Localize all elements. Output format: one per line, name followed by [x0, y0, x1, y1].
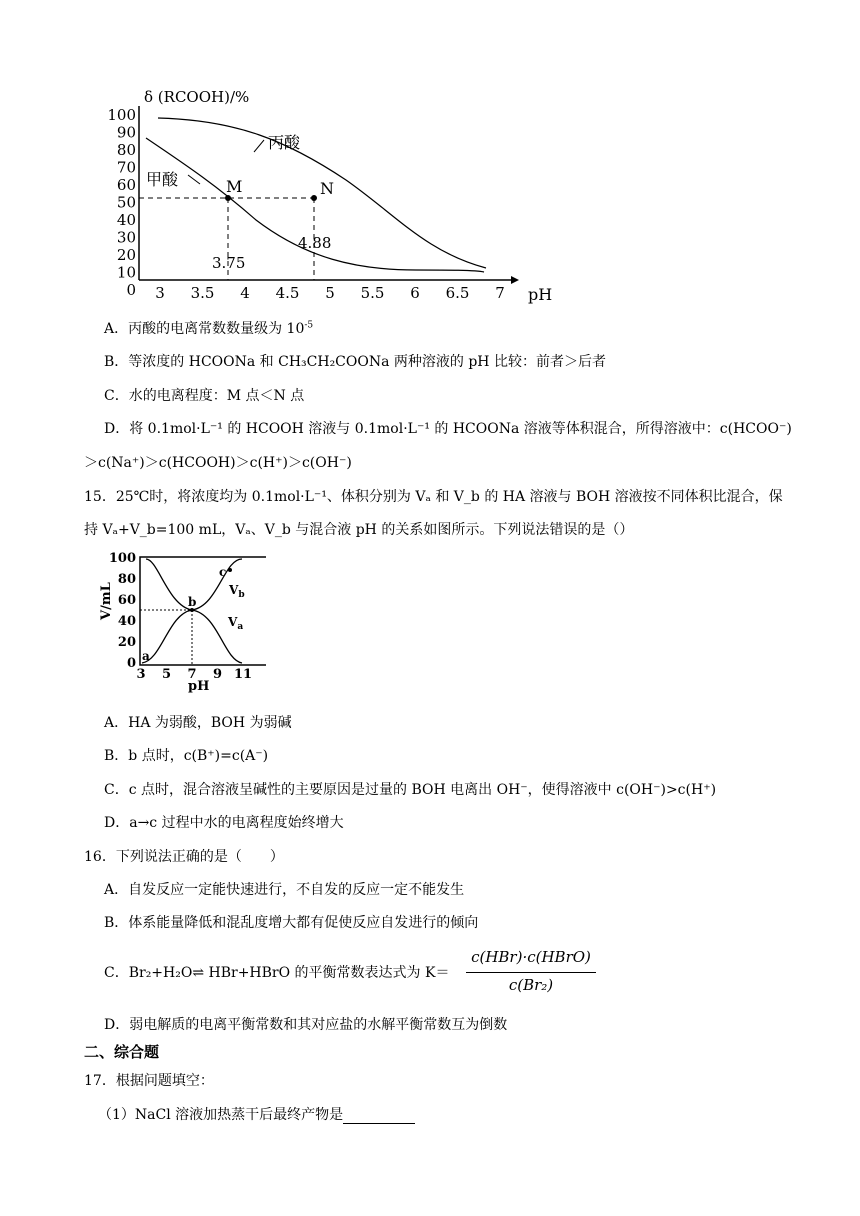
chart1-ytick-80: 80 — [116, 141, 136, 159]
label-b: b — [188, 595, 197, 609]
answer-blank[interactable] — [343, 1109, 415, 1124]
chart1-xtick-4: 4 — [240, 284, 250, 302]
kc-denominator: c(Br₂) — [508, 976, 554, 994]
section-title: 二、综合题 — [84, 1043, 160, 1061]
chart2-ytick-40: 40 — [117, 614, 136, 629]
chart2-ytick-100: 100 — [108, 551, 136, 566]
chart1-ytick-50: 50 — [116, 193, 136, 212]
annot-375: 3.75 — [212, 254, 246, 272]
chart1-xtick-5: 5 — [325, 284, 335, 302]
chart1-xtick-3.5: 3.5 — [190, 284, 215, 302]
chart2-ylabel: V/mL — [99, 582, 114, 620]
chart1-ytick-40: 40 — [116, 211, 136, 229]
q17-stem: 17．根据问题填空： — [84, 1073, 214, 1089]
q15-stem-line2: 持 Vₐ+V_b=100 mL，Vₐ、V_b 与混合液 pH 的关系如图所示。下列说法错误的是（） — [84, 522, 634, 538]
q17-part1: （1）NaCl 溶液加热蒸干后最终产物是 — [98, 1104, 415, 1124]
q15-option-b: B．b 点时，c(B⁺)=c(A⁻) — [104, 748, 269, 764]
q14-option-b: B．等浓度的 HCOONa 和 CH₃CH₂COONa 两种溶液的 pH 比较：前者＞后者 — [104, 354, 606, 370]
point-n — [311, 195, 317, 201]
chart1-ytick-20: 20 — [116, 246, 136, 264]
label-c: c — [219, 565, 227, 579]
q16-option-b: B．体系能量降低和混乱度增大都有促使反应自发进行的倾向 — [104, 915, 479, 931]
chart1-ylabel: δ (RCOOH)/% — [144, 88, 250, 106]
dissociation-chart — [96, 80, 556, 305]
q15-option-c: C．c 点时，混合溶液呈碱性的主要原因是过量的 BOH 电离出 OH⁻，使得溶液中 c(OH⁻)>c(H⁺) — [104, 782, 717, 798]
chart2-xlabel: pH — [188, 679, 210, 694]
chart2-ytick-0: 0 — [126, 656, 136, 671]
chart1-ytick-0: 0 — [126, 281, 136, 299]
q14-option-d-line2: ＞c(Na⁺)＞c(HCOOH)＞c(H⁺)＞c(OH⁻) — [84, 455, 352, 471]
label-formic: 甲酸 — [146, 170, 179, 189]
volume-ph-chart — [96, 548, 266, 698]
chart1-ytick-90: 90 — [116, 123, 136, 142]
chart1-xlabel: pH — [528, 285, 553, 304]
chart1-ytick-70: 70 — [116, 158, 136, 177]
chart2-ytick-20: 20 — [117, 635, 136, 650]
chart1-xtick-6.5: 6.5 — [445, 284, 470, 302]
label-n: N — [320, 179, 334, 198]
chart1-ytick-60: 60 — [116, 176, 136, 194]
chart2-xtick-7: 7 — [187, 667, 197, 682]
chart1-xtick-3: 3 — [155, 284, 165, 302]
chart1-ytick-10: 10 — [116, 263, 136, 282]
q14-option-a: A．丙酸的电离常数数量级为 $10^{-5}$ — [104, 320, 314, 337]
q16-option-c: C．Br₂+H₂O⇌ HBr+HBrO 的平衡常数表达式为 K＝ — [104, 965, 450, 981]
chart1-xtick-5.5: 5.5 — [360, 284, 385, 302]
label-a: a — [142, 649, 150, 663]
annot-488: 4.88 — [298, 234, 332, 252]
chart2-ytick-80: 80 — [117, 572, 136, 587]
point-c — [228, 568, 232, 572]
chart1-xtick-4.5: 4.5 — [275, 284, 300, 302]
chart2-xtick-11: 11 — [233, 667, 253, 682]
va-curve — [146, 559, 242, 663]
kc-numerator: c(HBr)·c(HBrO) — [471, 948, 591, 966]
q15-option-a: A．HA 为弱酸，BOH 为弱碱 — [104, 715, 292, 731]
label-propionic: 丙酸 — [268, 133, 301, 152]
chart2-xtick-3: 3 — [136, 667, 146, 682]
q16-stem: 16．下列说法正确的是（ ） — [84, 849, 284, 865]
fraction-bar — [466, 972, 596, 973]
chart2-xtick-5: 5 — [161, 667, 172, 682]
chart1-ytick-30: 30 — [116, 228, 136, 247]
q15-stem-line1: 15．25℃时，将浓度均为 0.1mol·L⁻¹、体积分别为 Vₐ 和 V_b 的 HA 溶液与 BOH 溶液按不同体积比混合，保 — [84, 489, 783, 505]
q14-option-c: C．水的电离程度：M 点＜N 点 — [104, 388, 305, 404]
chart2-xtick-9: 9 — [212, 667, 223, 682]
label-va: $V_a$ — [228, 615, 244, 632]
q14-option-d-line1: D．将 0.1mol·L⁻¹ 的 HCOOH 溶液与 0.1mol·L⁻¹ 的 HCOONa 溶液等体积混合，所得溶液中：c(HCOO⁻) — [104, 421, 792, 437]
chart1-ytick-100: 100 — [107, 106, 136, 124]
q15-option-d: D．a→c 过程中水的电离程度始终增大 — [104, 815, 344, 831]
label-vb: $V_b$ — [229, 583, 245, 600]
chart1-xtick-7: 7 — [495, 284, 505, 302]
q16-option-a: A．自发反应一定能快速进行，不自发的反应一定不能发生 — [104, 882, 465, 898]
chart2-ytick-60: 60 — [117, 593, 136, 608]
label-m: M — [226, 177, 243, 196]
chart1-xtick-6: 6 — [410, 284, 420, 302]
q16-option-d: D．弱电解质的电离平衡常数和其对应盐的水解平衡常数互为倒数 — [104, 1017, 508, 1033]
